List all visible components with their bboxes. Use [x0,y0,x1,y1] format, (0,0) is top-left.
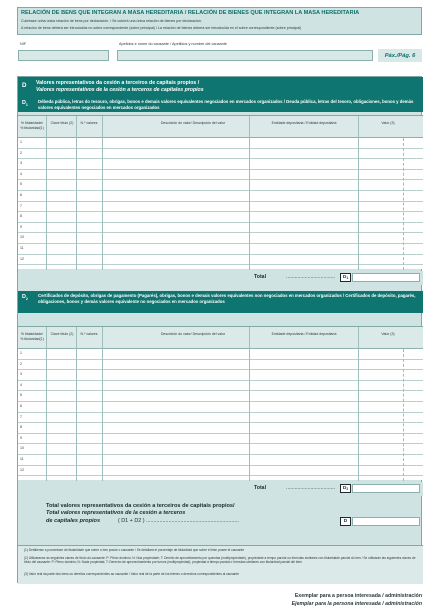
table-cell-field[interactable] [360,381,420,392]
table-row [18,444,423,455]
column-divider [102,327,103,481]
table-cell-field[interactable] [48,370,75,381]
table-cell-field[interactable] [48,191,75,202]
footnote-2: (2) Utilizaranse as seguintes claves de título do causante: P: Pleno dominio; N: Núa propiedade; T: Dereito de aproveitamento por quendas (multipropiedade), propiedade a tempo parcial ou fórmulas similares con titularidade parcial do ben / Se utilizarán las siguientes claves de título del causante: P: Pleno dominio; N: Nuda propiedad; T: Derecho de aprovechamiento por turnos (multipropiedad), propiedad a tiempo parcial o fórmulas similares con titularidad parcial del bien [24,556,416,564]
table-cell-field[interactable] [48,423,75,434]
table-row [18,202,423,213]
table-cell-field[interactable] [360,423,420,434]
table-cell-field[interactable] [251,180,357,191]
d1-total-dots: .................................. [286,274,336,280]
table-cell-field[interactable] [25,455,46,466]
table-cell-field[interactable] [77,360,102,371]
section-d-header [18,77,423,97]
table-cell-field[interactable] [251,159,357,170]
col-valor: Valor (3) [381,332,395,336]
table-cell-field[interactable] [360,170,420,181]
column-divider [46,327,47,481]
table-cell-field[interactable] [25,138,46,149]
row-number: 9 [20,224,22,229]
table-cell-field[interactable] [77,255,102,266]
row-number: 6 [20,404,22,408]
d2-total-label: Total [254,485,267,491]
table-row [18,191,423,202]
table-cell-field[interactable] [48,434,75,445]
table-cell-field[interactable] [360,360,420,371]
table-cell-field[interactable] [251,244,357,255]
table-cell-field[interactable] [25,149,46,160]
row-number: 1 [20,140,22,144]
table-cell-field[interactable] [104,191,248,202]
row-number: 12 [20,467,24,472]
section-letter: D [22,82,27,89]
table-row [18,360,423,371]
table-cell-field[interactable] [104,255,248,266]
d2-total-field[interactable] [352,484,420,493]
footnote-1: (1) Detállense a porcentaxe de titularidade que sobre o ben posúe o causante / Se detallará el porcentaje de titularidad que sobre el bien posee el causante [24,548,245,552]
table-cell-field[interactable] [104,391,248,402]
table-cell-field[interactable] [25,413,46,424]
column-divider [249,116,250,270]
table-cell-field[interactable] [251,149,357,160]
table-cell-field[interactable] [360,402,420,413]
grand-total [18,495,423,543]
table-cell-field[interactable] [77,138,102,149]
table-cell-field[interactable] [48,202,75,213]
d1-total-field[interactable] [352,273,420,282]
table-cell-field[interactable] [251,138,357,149]
table-cell-field[interactable] [25,244,46,255]
column-divider [76,327,77,481]
table-row [18,159,423,170]
table-cell-field[interactable] [251,191,357,202]
d2-description: Certificados de depósito, obrigas de pagamento (Pagarés), obrigas, bonos e demais valores equivalentes non negociados en mercados organizados / Certificados de depósito, pagarés, obligaciones, bonos y demás valores equivalente no negociados en mercados organizados [38,293,416,305]
table-cell-field[interactable] [77,180,102,191]
grand-total-line-3: de capitales propios [46,518,101,524]
table-cell-field[interactable] [48,159,75,170]
col-descricion: Descrición do valor/ Descripción del valor [160,121,226,125]
table-cell-field[interactable] [48,223,75,234]
grand-total-field[interactable] [352,517,420,526]
table-cell-field[interactable] [104,244,248,255]
table-cell-field[interactable] [251,413,357,424]
row-number: 2 [20,150,22,155]
table-cell-field[interactable] [77,402,102,413]
form-header [17,7,422,35]
d2-total-dots: .................................. [286,485,336,491]
table-cell-field[interactable] [360,233,420,244]
table-cell-field[interactable] [104,202,248,213]
table-cell-field[interactable] [48,360,75,371]
table-cell-field[interactable] [25,360,46,371]
form-title: RELACIÓN DE BENS QUE INTEGRAN A MASA HEREDITARIA / RELACIÓN DE BIENES QUE INTEGRAN LA MASA HEREDITARIA [21,10,360,16]
d2-header [18,291,423,313]
d1-table [18,115,423,269]
table-cell-field[interactable] [48,255,75,266]
table-cell-field[interactable] [77,370,102,381]
header-instruction-1: Cubrirase unha única relación de bens por declaración. / Se cubrirá una única relación de bienes por declaración. [21,19,202,23]
row-number: 11 [20,457,24,461]
table-cell-field[interactable] [104,138,248,149]
table-cell-field[interactable] [77,202,102,213]
table-cell-field[interactable] [104,159,248,170]
table-cell-field[interactable] [77,423,102,434]
table-cell-field[interactable] [25,255,46,266]
table-cell-field[interactable] [360,202,420,213]
table-cell-field[interactable] [104,381,248,392]
table-cell-field[interactable] [251,349,357,360]
row-number: 11 [20,246,24,250]
decimal-divider [403,349,404,481]
table-row [18,434,423,445]
table-cell-field[interactable] [104,466,248,477]
table-cell-field[interactable] [25,212,46,223]
col-num: N.º valores [80,121,98,125]
table-cell-field[interactable] [25,223,46,234]
table-cell-field[interactable] [104,149,248,160]
table-cell-field[interactable] [251,466,357,477]
col-entidade: Entidade depositaria / Entidad depositaria [271,121,337,125]
table-cell-field[interactable] [77,233,102,244]
row-number: 5 [20,182,22,187]
row-number: 8 [20,425,22,430]
table-cell-field[interactable] [25,349,46,360]
table-row [18,180,423,191]
table-row [18,391,423,402]
table-cell-field[interactable] [48,349,75,360]
table-cell-field[interactable] [251,391,357,402]
grand-total-line-2: Total valores representativos de la cesión a terceros [46,510,186,516]
table-cell-field[interactable] [77,212,102,223]
col-clave: Clave título (2) [50,332,74,336]
copy-label-gl: Exemplar para a persoa interesada / administración [294,593,422,599]
table-cell-field[interactable] [48,180,75,191]
table-cell-field[interactable] [48,455,75,466]
table-cell-field[interactable] [25,444,46,455]
table-cell-field[interactable] [251,255,357,266]
table-cell-field[interactable] [360,223,420,234]
section-d [17,76,422,583]
decimal-divider [403,138,404,270]
name-label: Apelidos e nome do causante / Apellidos y nombre del causante [119,42,227,46]
table-cell-field[interactable] [104,180,248,191]
table-cell-field[interactable] [104,349,248,360]
table-cell-field[interactable] [48,402,75,413]
table-cell-field[interactable] [25,381,46,392]
column-divider [102,116,103,270]
table-cell-field[interactable] [104,423,248,434]
table-cell-field[interactable] [77,349,102,360]
table-cell-field[interactable] [77,381,102,392]
footnote-3: (3) Valor real da parte dos bens ou dereitos correspondentes ao causante / Valor real de la parte de los bienes o derechos correspondientes al causante [24,572,239,576]
table-cell-field[interactable] [104,170,248,181]
table-cell-field[interactable] [251,223,357,234]
grand-total-formula: ( D1 + D2 ) .............................................................. [118,518,239,524]
nif-field[interactable] [18,50,109,61]
table-row [18,349,423,360]
column-divider [358,116,359,270]
table-row [18,255,423,266]
table-cell-field[interactable] [25,191,46,202]
row-number: 1 [20,351,22,355]
col-entidade: Entidade depositaria / Entidad depositaria [271,332,337,336]
d2-total-row [18,482,423,496]
row-number: 8 [20,214,22,219]
table-cell-field[interactable] [77,159,102,170]
d1-table-header [18,116,423,138]
table-cell-field[interactable] [251,170,357,181]
table-cell-field[interactable] [25,434,46,445]
table-row [18,223,423,234]
section-title-es: Valores representativos de la cesión a terceros de capitales propios [36,87,204,93]
table-cell-field[interactable] [48,391,75,402]
table-cell-field[interactable] [360,138,420,149]
table-cell-field[interactable] [104,370,248,381]
table-cell-field[interactable] [251,444,357,455]
table-cell-field[interactable] [360,370,420,381]
table-row [18,413,423,424]
table-row [18,423,423,434]
table-row [18,138,423,149]
table-cell-field[interactable] [77,223,102,234]
table-cell-field[interactable] [251,202,357,213]
table-cell-field[interactable] [104,434,248,445]
table-cell-field[interactable] [25,391,46,402]
table-cell-field[interactable] [48,149,75,160]
table-cell-field[interactable] [25,370,46,381]
table-row [18,149,423,160]
table-cell-field[interactable] [360,466,420,477]
col-clave: Clave título (2) [50,121,74,125]
table-cell-field[interactable] [77,466,102,477]
table-cell-field[interactable] [48,444,75,455]
table-cell-field[interactable] [48,212,75,223]
d1-code: $D_1$ [22,100,28,108]
column-divider [46,116,47,270]
table-row [18,402,423,413]
table-cell-field[interactable] [251,233,357,244]
row-number: 4 [20,171,22,176]
table-row [18,212,423,223]
table-cell-field[interactable] [360,255,420,266]
table-cell-field[interactable] [48,381,75,392]
table-cell-field[interactable] [25,233,46,244]
table-cell-field[interactable] [251,434,357,445]
col-valor: Valor (3) [381,121,395,125]
d1-total-label: Total [254,274,267,280]
table-cell-field[interactable] [104,223,248,234]
table-cell-field[interactable] [48,170,75,181]
table-cell-field[interactable] [104,233,248,244]
table-cell-field[interactable] [77,391,102,402]
row-number: 4 [20,382,22,387]
d1-description: Débeda pública, letras do tesouro, obrigas, bonos e demais valores equivalentes negociados en mercados organizados / Deuda pública, letras del tesoro, obligaciones, bonos y demás valores equivalentes negociados en mercados organizados [38,99,414,111]
grand-total-line-1: Total valores representativos da cesión a terceiros de capitais propios/ [46,503,235,509]
table-cell-field[interactable] [48,138,75,149]
table-cell-field[interactable] [360,434,420,445]
row-number: 7 [20,414,22,419]
table-cell-field[interactable] [25,423,46,434]
column-divider [249,327,250,481]
table-cell-field[interactable] [104,402,248,413]
table-cell-field[interactable] [25,202,46,213]
header-instruction-2: A relación de bens deberá ser introducida no sobre correspondente (sobre principal) / La relación de bienes deberá ser introducida en el sobre correspondiente (sobre principal) [21,26,302,30]
identification-row [17,40,422,64]
table-cell-field[interactable] [77,244,102,255]
table-cell-field[interactable] [77,149,102,160]
table-cell-field[interactable] [360,212,420,223]
d2-total-code: D 2 [340,484,351,493]
name-field[interactable] [117,50,373,61]
table-cell-field[interactable] [25,466,46,477]
table-row [18,244,423,255]
table-cell-field[interactable] [360,391,420,402]
table-cell-field[interactable] [360,413,420,424]
table-cell-field[interactable] [104,455,248,466]
row-number: 9 [20,435,22,440]
nif-label: NIF [20,42,27,46]
col-descricion: Descrición do valor/ Descripción del valor [160,332,226,336]
col-titularidade: % titularidade/ % titularidad(1) [20,332,44,341]
row-number: 10 [20,446,24,451]
d2-table [18,326,423,480]
table-cell-field[interactable] [360,159,420,170]
table-cell-field[interactable] [251,212,357,223]
table-cell-field[interactable] [48,466,75,477]
table-row [18,370,423,381]
row-number: 3 [20,161,22,166]
table-row [18,455,423,466]
table-cell-field[interactable] [251,423,357,434]
table-cell-field[interactable] [77,455,102,466]
table-cell-field[interactable] [251,360,357,371]
table-cell-field[interactable] [360,349,420,360]
table-cell-field[interactable] [104,444,248,455]
table-cell-field[interactable] [25,402,46,413]
table-cell-field[interactable] [48,233,75,244]
d1-header [18,97,423,112]
table-cell-field[interactable] [360,149,420,160]
page-number: Páx./Pág. 6 [378,49,422,62]
table-cell-field[interactable] [251,370,357,381]
table-cell-field[interactable] [360,180,420,191]
column-divider [358,327,359,481]
d1-total-code: D 1 [340,273,351,282]
row-number: 2 [20,361,22,366]
table-cell-field[interactable] [48,413,75,424]
row-number: 10 [20,235,24,240]
table-row [18,466,423,477]
table-cell-field[interactable] [77,170,102,181]
table-cell-field[interactable] [77,444,102,455]
copy-label-es: Ejemplar para la persona interesada / administración [291,601,422,607]
d2-code: $D_2$ [22,294,28,302]
col-titularidade: % titularidade/ % titularidad(1) [20,121,44,130]
col-num: N.º valores [80,332,98,336]
table-cell-field[interactable] [251,381,357,392]
table-cell-field[interactable] [25,170,46,181]
d2-table-header [18,327,423,349]
d1-total-row [18,271,423,285]
row-number: 5 [20,393,22,398]
row-number: 12 [20,256,24,261]
table-cell-field[interactable] [77,413,102,424]
table-cell-field[interactable] [104,413,248,424]
table-row [18,170,423,181]
section-title-gl: Valores representativos da cesión a terceiros de capitais propios / [36,80,200,86]
table-cell-field[interactable] [104,212,248,223]
table-row [18,381,423,392]
column-divider [76,116,77,270]
row-number: 6 [20,193,22,197]
table-cell-field[interactable] [48,244,75,255]
table-cell-field[interactable] [25,159,46,170]
table-cell-field[interactable] [25,180,46,191]
row-number: 3 [20,372,22,377]
table-cell-field[interactable] [251,402,357,413]
table-row [18,233,423,244]
footnotes [18,545,423,584]
table-cell-field[interactable] [77,434,102,445]
table-cell-field[interactable] [360,455,420,466]
table-cell-field[interactable] [360,244,420,255]
table-cell-field[interactable] [360,444,420,455]
row-number: 7 [20,203,22,208]
table-cell-field[interactable] [360,191,420,202]
table-cell-field[interactable] [104,360,248,371]
table-cell-field[interactable] [77,191,102,202]
grand-total-code: D [340,517,351,526]
table-cell-field[interactable] [251,455,357,466]
